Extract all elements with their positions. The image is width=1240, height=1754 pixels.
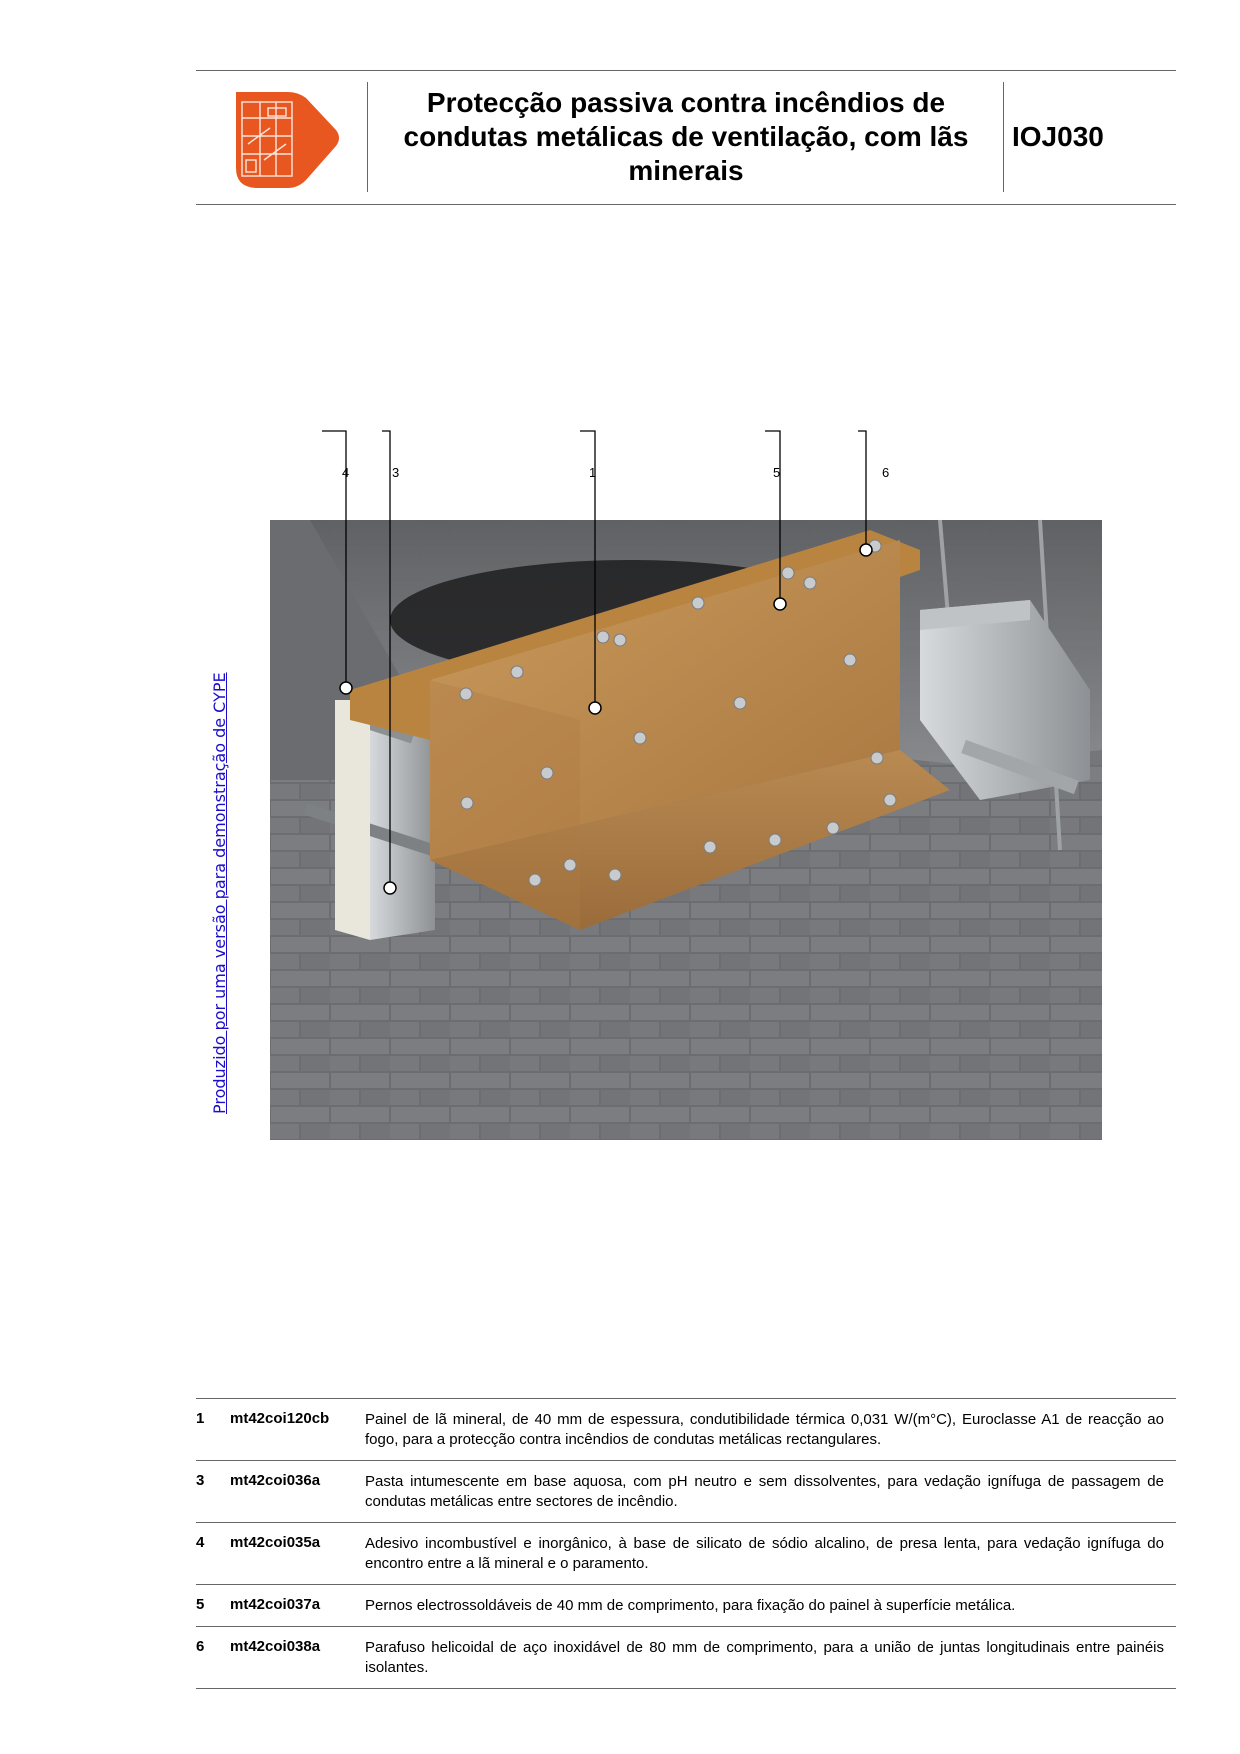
part-number: 5	[196, 1596, 205, 1613]
part-description: Painel de lã mineral, de 40 mm de espessura, condutibilidade térmica 0,031 W/(m°C), Euroclasse A1 de reacção ao fogo, para a protecção contra incêndios de condutas metálicas rectangulares.	[365, 1411, 1164, 1448]
header-top-rule	[196, 70, 1176, 71]
duct-insulation-illustration	[270, 460, 1102, 1140]
part-description: Adesivo incombustível e inorgânico, à base de silicato de sódio alcalino, de presa lenta, para vedação ignífuga do encontro entre a lã mineral e o paramento.	[365, 1535, 1164, 1572]
parts-row	[196, 1461, 1176, 1523]
parts-row	[196, 1585, 1176, 1627]
parts-top-rule	[196, 1398, 1176, 1399]
part-code: mt42coi038a	[230, 1638, 321, 1655]
demo-version-link[interactable]: Produzido por uma versão para demonstração de CYPE	[210, 672, 229, 1114]
header-divider-right	[1003, 82, 1004, 192]
cype-logo	[228, 88, 342, 190]
part-number: 1	[196, 1410, 205, 1427]
part-code: mt42coi035a	[230, 1534, 321, 1551]
part-description: Pernos electrossoldáveis de 40 mm de comprimento, para fixação do painel à superfície metálica.	[365, 1597, 1016, 1614]
parts-list	[196, 1398, 1176, 1689]
parts-row	[196, 1627, 1176, 1689]
part-code: mt42coi037a	[230, 1596, 321, 1613]
callout-number-5: 5	[773, 465, 781, 480]
header-bottom-rule	[196, 204, 1176, 205]
callout-number-6: 6	[882, 465, 890, 480]
header-divider-left	[367, 82, 368, 192]
callout-number-3: 3	[392, 465, 400, 480]
parts-row	[196, 1399, 1176, 1461]
part-code: mt42coi036a	[230, 1472, 321, 1489]
part-description: Pasta intumescente em base aquosa, com pH neutro e sem dissolventes, para vedação ignífuga de passagem de condutas metálicas entre sectores de incêndio.	[365, 1473, 1164, 1510]
parts-row	[196, 1523, 1176, 1585]
part-number: 4	[196, 1534, 205, 1551]
page-title: Protecção passiva contra incêndios de condutas metálicas de ventilação, com lãs minerais	[403, 87, 969, 186]
callout-number-4: 4	[342, 465, 350, 480]
document-code: IOJ030	[1012, 121, 1104, 152]
part-description: Parafuso helicoidal de aço inoxidável de 80 mm de comprimento, para a união de juntas longitudinais entre painéis isolantes.	[365, 1639, 1164, 1676]
callout-number-1: 1	[589, 465, 597, 480]
part-number: 3	[196, 1472, 205, 1489]
part-number: 6	[196, 1638, 205, 1655]
part-code: mt42coi120cb	[230, 1410, 330, 1427]
